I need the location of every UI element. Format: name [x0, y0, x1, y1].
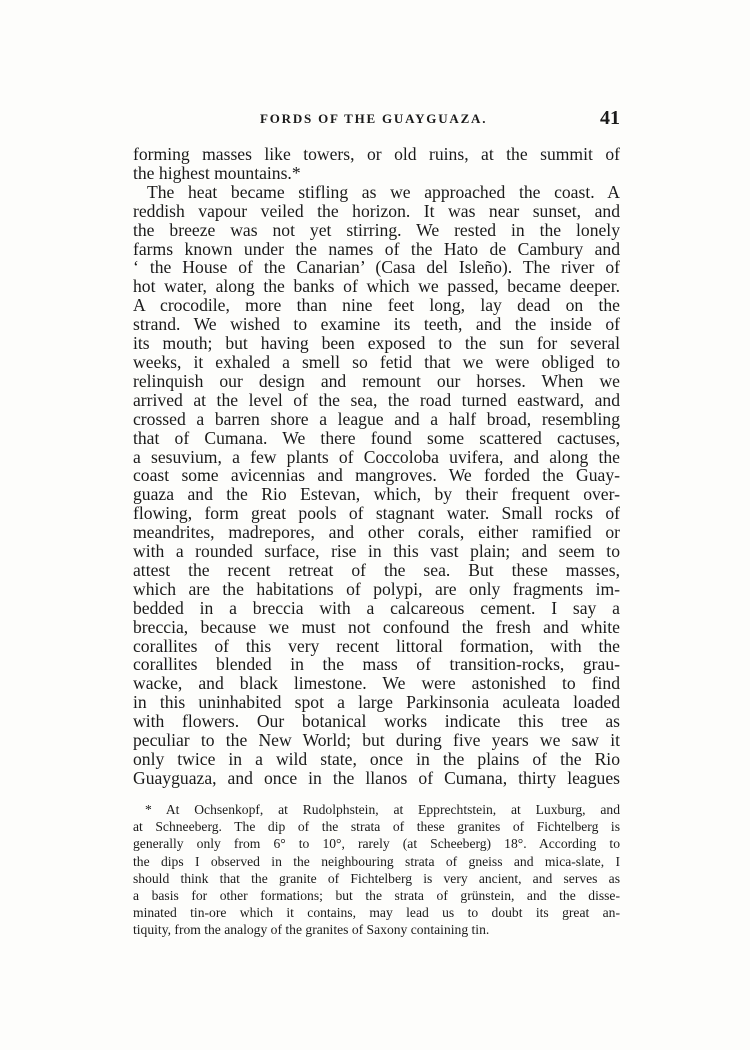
text-line: arrived at the level of the sea, the road turned eastward, and — [133, 389, 620, 410]
text-line: corallites blended in the mass of transition-rocks, grau- — [133, 654, 620, 675]
text-line: corallites of this very recent littoral formation, with the — [133, 635, 620, 656]
running-title: FORDS OF THE GUAYGUAZA. — [260, 111, 488, 126]
text-line: flowing, form great pools of stagnant water. Small rocks of — [133, 503, 620, 524]
footnote-line: the dips I observed in the neighbouring strata of gneiss and mica-slate, I — [133, 853, 620, 869]
text-line: farms known under the names of the Hato de Cambury and — [133, 238, 620, 259]
text-line: with a rounded surface, rise in this vast plain; and seem to — [133, 541, 620, 562]
text-line: a sesuvium, a few plants of Coccoloba uvifera, and along the — [133, 446, 620, 467]
text-line: that of Cumana. We there found some scattered cactuses, — [133, 427, 620, 448]
text-line: relinquish our design and remount our horses. When we — [133, 370, 620, 391]
text-line: bedded in a breccia with a calcareous cement. I say a — [133, 597, 620, 618]
text-line: its mouth; but having been exposed to the sun for several — [133, 333, 620, 354]
text-line: attest the recent retreat of the sea. But these masses, — [133, 559, 620, 580]
text-line: wacke, and black limestone. We were astonished to find — [133, 673, 620, 694]
footnote — [133, 801, 620, 939]
text-line: The heat became stifling as we approached the coast. A — [147, 181, 620, 202]
footnote-line: should think that the granite of Fichtelberg is very ancient, and serves as — [133, 870, 620, 886]
text-line: A crocodile, more than nine feet long, lay dead on the — [133, 295, 620, 316]
text-line: peculiar to the New World; but during five years we saw it — [133, 730, 620, 751]
text-line: with flowers. Our botanical works indicate this tree as — [133, 711, 620, 732]
text-line: weeks, it exhaled a smell so fetid that we were obliged to — [133, 351, 620, 372]
text-line: in this uninhabited spot a large Parkinsonia aculeata loaded — [133, 692, 620, 713]
text-line: which are the habitations of polypi, are only fragments im- — [133, 578, 620, 599]
text-line: hot water, along the banks of which we passed, became deeper. — [133, 276, 620, 297]
text-line: reddish vapour veiled the horizon. It was near sunset, and — [133, 200, 620, 221]
text-line: meandrites, madrepores, and other corals, either ramified or — [133, 522, 620, 543]
text-line: the breeze was not yet stirring. We rested in the lonely — [133, 219, 620, 240]
page-number: 41 — [600, 107, 620, 129]
text-line: forming masses like towers, or old ruins, at the summit of — [133, 144, 620, 164]
text-line: strand. We wished to examine its teeth, and the inside of — [133, 314, 620, 335]
footnote-line: generally only from 6° to 10°, rarely (at Scheeberg) 18°. According to — [133, 836, 620, 852]
footnote-line: tiquity, from the analogy of the granites of Saxony containing tin. — [133, 922, 490, 938]
footnote-line: * At Ochsenkopf, at Rudolphstein, at Epprechtstein, at Luxburg, and — [145, 802, 620, 817]
footnote-line: a basis for other formations; but the strata of grünstein, and the disse- — [133, 888, 620, 904]
text-line: breccia, because we must not confound the fresh and white — [133, 616, 620, 637]
footnote-line: minated tin-ore which it contains, may lead us to doubt its great an- — [133, 905, 620, 921]
text-line: crossed a barren shore a league and a half broad, resembling — [133, 408, 620, 429]
footnote-line: at Schneeberg. The dip of the strata of these granites of Fichtelberg is — [133, 819, 620, 835]
text-line: coast some avicennias and mangroves. We forded the Guay- — [133, 465, 620, 486]
text-line: only twice in a wild state, once in the plains of the Rio — [133, 749, 620, 769]
text-line: ‘ the House of the Canarian’ (Casa del Isleño). The river of — [133, 257, 620, 278]
body-text — [133, 145, 620, 788]
page-header — [133, 107, 620, 133]
text-line: the highest mountains.* — [133, 162, 301, 183]
text-line: Guayguaza, and once in the llanos of Cumana, thirty leagues — [133, 767, 620, 788]
text-line: guaza and the Rio Estevan, which, by their frequent over- — [133, 484, 620, 505]
